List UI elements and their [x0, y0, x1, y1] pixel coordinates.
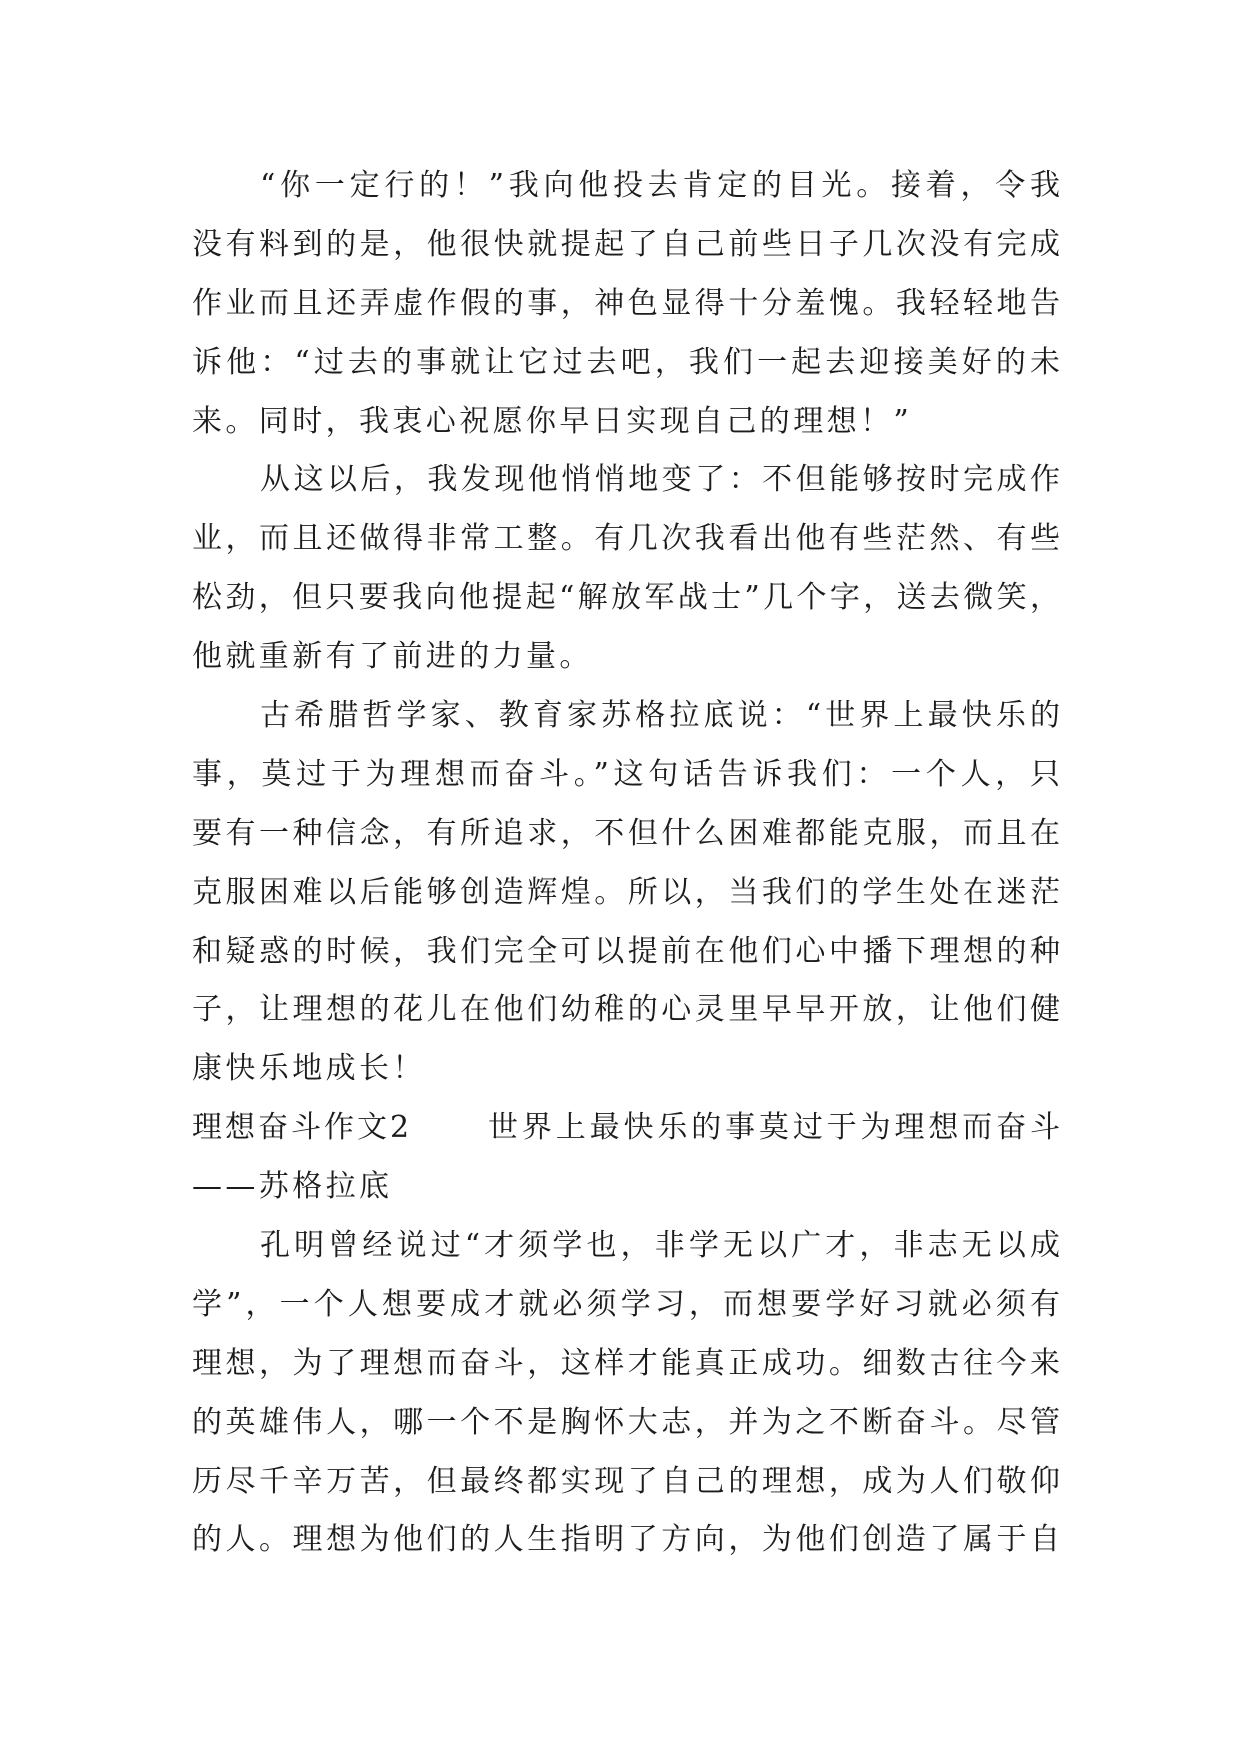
text-line: 来。同时，我衷心祝愿你早日实现自己的理想！” [192, 403, 913, 439]
text-line: 没有料到的是，他很快就提起了自己前些日子几次没有完成 [192, 226, 1060, 262]
text-line: 学”，一个人想要成才就必须学习，而想要学好习就必须有 [192, 1286, 1060, 1322]
text-line: 康快乐地成长！ [192, 1051, 426, 1087]
text-line: 的人。理想为他们的人生指明了方向，为他们创造了属于自 [192, 1522, 1060, 1558]
text-line: 作业而且还弄虚作假的事，神色显得十分羞愧。我轻轻地告 [192, 285, 1060, 321]
text-line: 历尽千辛万苦，但最终都实现了自己的理想，成为人们敬仰 [192, 1463, 1060, 1499]
text-line: 诉他：“过去的事就让它过去吧，我们一起去迎接美好的未 [192, 344, 1060, 380]
text-line: 他就重新有了前进的力量。 [192, 639, 593, 675]
text-line: 从这以后，我发现他悄悄地变了：不但能够按时完成作 [260, 462, 1060, 498]
text-line: 古希腊哲学家、教育家苏格拉底说：“世界上最快乐的 [260, 698, 1060, 734]
document-body [192, 157, 1060, 1570]
text-line: 孔明曾经说过“才须学也，非学无以广才，非志无以成 [260, 1228, 1060, 1264]
text-line: 和疑惑的时候，我们完全可以提前在他们心中播下理想的种 [192, 933, 1060, 969]
text-line: 的英雄伟人，哪一个不是胸怀大志，并为之不断奋斗。尽管 [192, 1404, 1060, 1440]
essay-title: 理想奋斗作文2 [192, 1110, 413, 1146]
text-line: 克服困难以后能够创造辉煌。所以，当我们的学生处在迷茫 [192, 874, 1060, 910]
text-line: 要有一种信念，有所追求，不但什么困难都能克服，而且在 [192, 815, 1060, 851]
epigraph-attribution: ——苏格拉底 [192, 1169, 393, 1205]
paragraph [192, 687, 1060, 1099]
text-line: 业，而且还做得非常工整。有几次我看出他有些茫然、有些 [192, 521, 1060, 557]
paragraph [192, 1217, 1060, 1570]
text-line: 松劲，但只要我向他提起“解放军战士”几个字，送去微笑， [192, 580, 1060, 616]
paragraph [192, 451, 1060, 687]
essay-heading [192, 1099, 1060, 1217]
text-line: 子，让理想的花儿在他们幼稚的心灵里早早开放，让他们健 [192, 992, 1060, 1028]
paragraph [192, 157, 1060, 451]
epigraph: 世界上最快乐的事莫过于为理想而奋斗 [488, 1110, 1060, 1146]
text-line: 事，莫过于为理想而奋斗。”这句话告诉我们：一个人，只 [192, 756, 1060, 792]
text-line: 理想，为了理想而奋斗，这样才能真正成功。细数古往今来 [192, 1345, 1060, 1381]
heading-line [192, 1099, 1060, 1158]
text-line: “你一定行的！”我向他投去肯定的目光。接着，令我 [260, 168, 1060, 203]
